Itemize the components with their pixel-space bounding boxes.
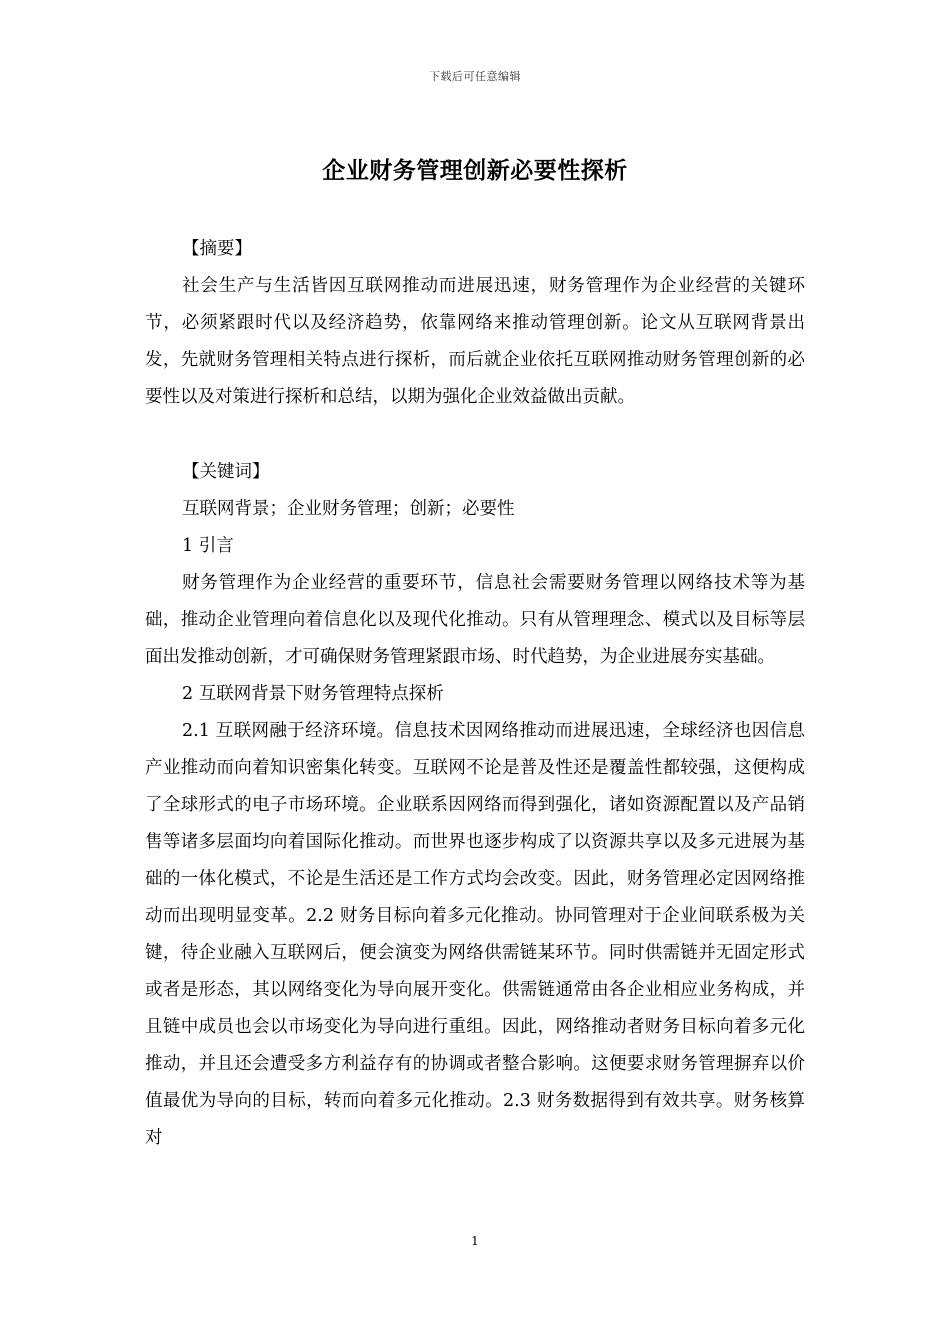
keywords-text: 互联网背景；企业财务管理；创新；必要性	[182, 499, 515, 519]
section-2-heading: 2 互联网背景下财务管理特点探析	[182, 684, 444, 704]
abstract-heading: 【摘要】	[182, 239, 252, 259]
abstract-block	[145, 231, 805, 416]
page-header-note: 下载后可任意编辑	[429, 70, 521, 83]
section-1-paragraph: 财务管理作为企业经营的重要环节，信息社会需要财务管理以网络技术等为基础，推动企业管理向着信息化以及现代化推动。只有从管理理念、模式以及目标等层面出发推动创新，才可确保财务管理紧跟市场、时代趋势，为企业进展夯实基础。	[145, 573, 805, 667]
main-body	[145, 454, 805, 1157]
keywords-heading: 【关键词】	[182, 462, 270, 482]
section-2-paragraph: 2.1 互联网融于经济环境。信息技术因网络推动而进展迅速，全球经济也因信息产业推动而向着知识密集化转变。互联网不论是普及性还是覆盖性都较强，这便构成了全球形式的电子市场环境。企业联系因网络而得到强化，诸如资源配置以及产品销售等诸多层面均向着国际化推动。而世界也逐步构成了以资源共享以及多元进展为基础的一体化模式，不论是生活还是工作方式均会改变。因此，财务管理必定因网络推动而出现明显变革。2.2 财务目标向着多元化推动。协同管理对于企业间联系极为关键，待企业融入互联网后，便会演变为网络供需链某环节。同时供需链并无固定形式或者是形态，其以网络变化为导向展开变化。供需链通常由各企业相应业务构成，并且链中成员也会以市场变化为导向进行重组。因此，网络推动者财务目标向着多元化推动，并且还会遭受多方利益存有的协调或者整合影响。这便要求财务管理摒弃以价值最优为导向的目标，转而向着多元化推动。2.3 财务数据得到有效共享。财务核算对	[145, 721, 805, 1148]
page-number: 1	[471, 1234, 479, 1248]
abstract-paragraph: 社会生产与生活皆因互联网推动而进展迅速，财务管理作为企业经营的关键环节，必须紧跟时代以及经济趋势，依靠网络来推动管理创新。论文从互联网背景出发，先就财务管理相关特点进行探析，而后就企业依托互联网推动财务管理创新的必要性以及对策进行探析和总结，以期为强化企业效益做出贡献。	[145, 276, 805, 407]
section-1-heading: 1 引言	[182, 536, 234, 556]
document-title: 企业财务管理创新必要性探析	[322, 157, 628, 184]
